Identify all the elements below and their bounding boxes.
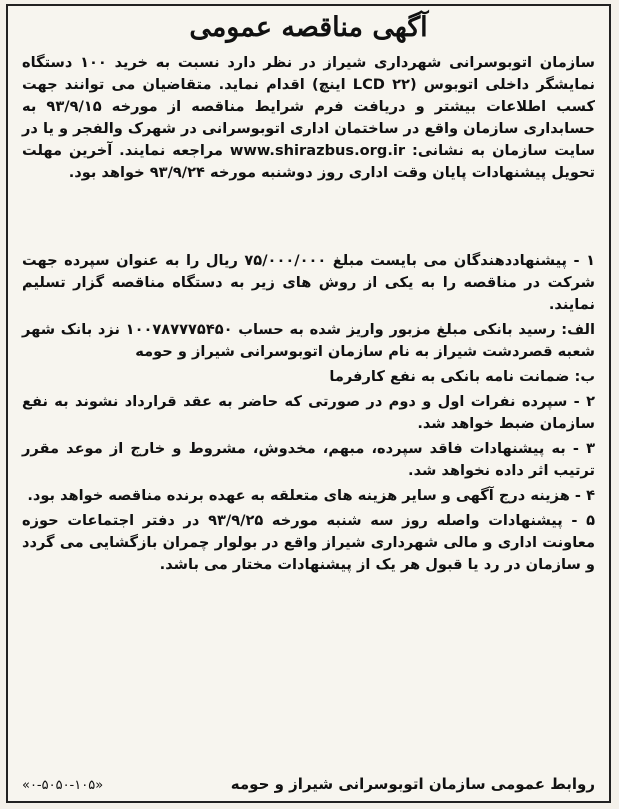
item-1b-text: ضمانت نامه بانکی به نفع کارفرما [329, 368, 570, 385]
item-2: ۲ - سپرده نفرات اول و دوم در صورتی که حاضر به عقد قرارداد نشوند به نفع سازمان ضبط خواهد شد. [22, 393, 595, 432]
item-3: ۳ - به پیشنهادات فاقد سپرده، مبهم، مخدوش، مشروط و خارج از موعد مقرر ترتیب اثر داده نخواهد شد. [22, 440, 595, 479]
item-1b [22, 366, 595, 388]
notice-page [6, 4, 611, 803]
item-5: ۵ - پیشنهادات واصله روز سه شنبه مورخه ۹۳/۹/۲۵ در دفتر اجتماعات حوزه معاونت اداری و مالی شهرداری شیراز واقع در بولوار چمران بازگشایی می گردد و سازمان در رد یا قبول هر یک از پیشنهادات مختار می باشد. [22, 512, 595, 573]
footer-code: «۰-۵۰۵۰-۱۰۵» [22, 778, 104, 793]
item-1a-label: الف: [561, 321, 595, 338]
item-1a-text: رسید بانکی مبلغ مزبور واریز شده به حساب ۱۰۰۷۸۷۷۷۵۴۵۰ نزد بانک شهر شعبه قصردشت شیراز به نام سازمان اتوبوسرانی شیراز و حومه [22, 321, 595, 360]
item-1: ۱ - پیشنهاددهندگان می بایست مبلغ ۷۵/۰۰۰/۰۰۰ ریال را به عنوان سپرده جهت شرکت در مناقصه را به یکی از روش های زیر به دستگاه مناقصه گزار تسلیم نمایند. [22, 252, 596, 313]
item-1b-label: ب: [574, 368, 595, 385]
notice-items [22, 250, 595, 576]
item-1a [22, 319, 595, 363]
notice-title: آگهی مناقصه عمومی [189, 12, 428, 43]
item-4: ۴ - هزینه درج آگهی و سایر هزینه های متعلقه به عهده برنده مناقصه خواهد بود. [27, 487, 595, 504]
notice-intro: سازمان اتوبوسرانی شهرداری شیراز در نظر دارد نسبت به خرید ۱۰۰ دستگاه نمایشگر داخلی اتوبوس (LCD ۲۲ اینچ) اقدام نماید. متقاضیان می توانند جهت کسب اطلاعات بیشتر و دریافت فرم شرایط مناقصه از مورخه ۹۳/۹/۱۵ به حسابداری سازمان واقع در ساختمان اداری اتوبوسرانی در شهرک والفجر و یا در سایت سازمان به نشانی: www.shirazbus.org.ir مراجعه نمایند. آخرین مهلت تحویل پیشنهادات پایان وقت اداری روز دوشنبه مورخه ۹۳/۹/۲۴ خواهد بود. [22, 54, 595, 181]
footer-org: روابط عمومی سازمان اتوبوسرانی شیراز و حومه [230, 775, 595, 793]
notice-footer [22, 775, 595, 793]
